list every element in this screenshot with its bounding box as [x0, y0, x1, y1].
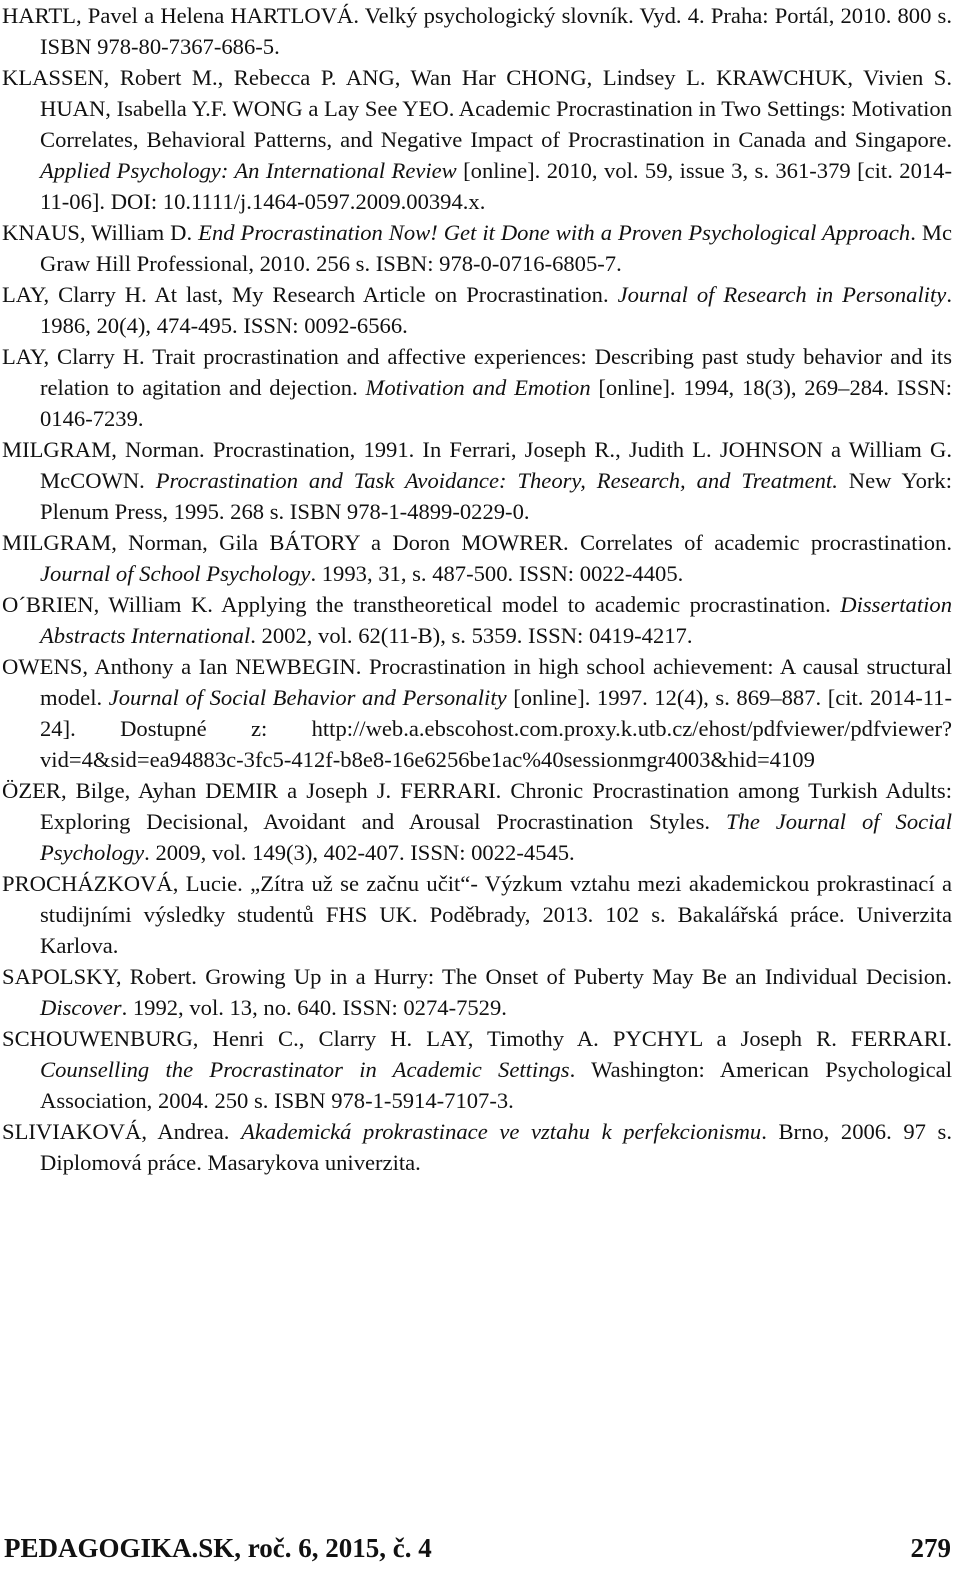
reference-list	[2, 0, 952, 1178]
reference-text: SCHOUWENBURG, Henri C., Clarry H. LAY, Timothy A. PYCHYL a Joseph R. FERRARI.	[2, 1026, 952, 1051]
reference-text: MILGRAM, Norman. Procrastination, 1991. In Ferrari, Joseph R., Judith L. JOHNSON a William G. McCOWN.	[2, 437, 952, 493]
reference-text: . 1993, 31, s. 487-500. ISSN: 0022-4405.	[310, 561, 684, 586]
reference-title: Journal of Social Behavior and Personality	[108, 685, 507, 710]
reference-title: Dissertation Abstracts International	[40, 592, 952, 648]
reference-text: OWENS, Anthony a Ian NEWBEGIN. Procrastination in high school achievement: A causal structural model.	[2, 654, 952, 710]
reference-title: Procrastination and Task Avoidance: Theory, Research, and Treatment.	[155, 468, 838, 493]
reference-text: MILGRAM, Norman, Gila BÁTORY a Doron MOWRER. Correlates of academic procrastination.	[2, 530, 952, 555]
reference-text: . Washington: American Psychological Association, 2004. 250 s. ISBN 978-1-5914-7107-3.	[40, 1057, 952, 1113]
reference-text: LAY, Clarry H. Trait procrastination and affective experiences: Describing past study behavior and its relation to agitation and dejection.	[2, 344, 952, 400]
reference-text: SLIVIAKOVÁ, Andrea.	[2, 1119, 242, 1144]
reference-text: HARTL, Pavel a Helena HARTLOVÁ. Velký psychologický slovník. Vyd. 4. Praha: Portál, 2010. 800 s. ISBN 978-80-7367-686-5.	[2, 3, 952, 59]
reference-title: Journal of Research in Personality	[617, 282, 947, 307]
reference-title: Akademická prokrastinace ve vztahu k perfekcionismu	[241, 1119, 762, 1144]
reference-text: . 2009, vol. 149(3), 402-407. ISSN: 0022-4545.	[144, 840, 575, 865]
page-number: 279	[910, 1533, 951, 1563]
reference-entry-milgram1991	[2, 434, 952, 527]
reference-text: KNAUS, William D.	[2, 220, 199, 245]
reference-entry-hartl	[2, 0, 952, 62]
reference-text: SAPOLSKY, Robert. Growing Up in a Hurry: The Onset of Puberty May Be an Individual Decision.	[2, 964, 952, 989]
reference-text: PROCHÁZKOVÁ, Lucie. „Zítra už se začnu učit“- Výzkum vztahu mezi akademickou prokrastinací a studijními výsledky studentů FHS UK. Poděbrady, 2013. 102 s. Bakalářská práce. Univerzita Karlova.	[2, 871, 952, 958]
reference-text: . Mc Graw Hill Professional, 2010. 256 s. ISBN: 978-0-0716-6805-7.	[40, 220, 952, 276]
reference-entry-obrien	[2, 589, 952, 651]
reference-title: Discover	[40, 995, 122, 1020]
reference-title: Applied Psychology: An International Review	[40, 158, 457, 183]
reference-entry-ozer	[2, 775, 952, 868]
reference-text: ÖZER, Bilge, Ayhan DEMIR a Joseph J. FERRARI. Chronic Procrastination among Turkish Adults: Exploring Decisional, Avoidant and Arousal Procrastination Styles.	[2, 778, 952, 834]
reference-text: KLASSEN, Robert M., Rebecca P. ANG, Wan Har CHONG, Lindsey L. KRAWCHUK, Vivien S. HUAN, Isabella Y.F. WONG a Lay See YEO. Academic Procrastination in Two Settings: Motivation Correlates, Behavioral Patterns, and Negative Impact of Procrastination in Canada and Singapore.	[2, 65, 952, 152]
reference-text: . 1992, vol. 13, no. 640. ISSN: 0274-7529.	[121, 995, 507, 1020]
page-footer	[4, 1532, 951, 1564]
reference-text: . 2002, vol. 62(11-B), s. 5359. ISSN: 0419-4217.	[250, 623, 693, 648]
reference-title: End Procrastination Now! Get it Done with a Proven Psychological Approach	[198, 220, 911, 245]
reference-title: The Journal of Social Psychology	[40, 809, 952, 865]
reference-text: [online]. 1997. 12(4), s. 869–887. [cit. 2014-11-24]. Dostupné z: http://web.a.ebscohost.com.proxy.k.utb.cz/ehost/pdfviewer/pdfviewer?vid=4&sid=e​a94883c-3fc5-412f-b8e8-16e6256be1ac%40sessionmgr4003&hid=4109	[40, 685, 952, 772]
reference-text: O´BRIEN, William K. Applying the transtheoretical model to academic procrastination.	[2, 592, 841, 617]
reference-text: . 1986, 20(4), 474-495. ISSN: 0092-6566.	[40, 282, 952, 338]
reference-text: [online]. 1994, 18(3), 269–284. ISSN: 0146-7239.	[40, 375, 952, 431]
reference-title: Counselling the Procrastinator in Academic Settings	[40, 1057, 570, 1082]
reference-entry-lay1994	[2, 341, 952, 434]
footer-journal: PEDAGOGIKA.SK, roč. 6, 2015, č. 4	[4, 1533, 432, 1563]
reference-entry-sliviakova	[2, 1116, 952, 1178]
reference-title: Motivation and Emotion	[365, 375, 591, 400]
reference-entry-lay1986	[2, 279, 952, 341]
reference-entry-prochazkova	[2, 868, 952, 961]
reference-entry-milgram1993	[2, 527, 952, 589]
reference-entry-klassen	[2, 62, 952, 217]
reference-text: New York: Plenum Press, 1995. 268 s. ISBN 978-1-4899-0229-0.	[40, 468, 952, 524]
reference-title: Journal of School Psychology	[40, 561, 311, 586]
reference-entry-owens	[2, 651, 952, 775]
reference-entry-knaus	[2, 217, 952, 279]
reference-entry-schouwenburg	[2, 1023, 952, 1116]
reference-text: [online]. 2010, vol. 59, issue 3, s. 361-379 [cit. 2014-11-06]. DOI: 10.1111/j.1464-0597.2009.00394.x.	[40, 158, 952, 214]
reference-entry-sapolsky	[2, 961, 952, 1023]
reference-text: . Brno, 2006. 97 s. Diplomová práce. Masarykova univerzita.	[40, 1119, 952, 1175]
reference-text: LAY, Clarry H. At last, My Research Article on Procrastination.	[2, 282, 618, 307]
